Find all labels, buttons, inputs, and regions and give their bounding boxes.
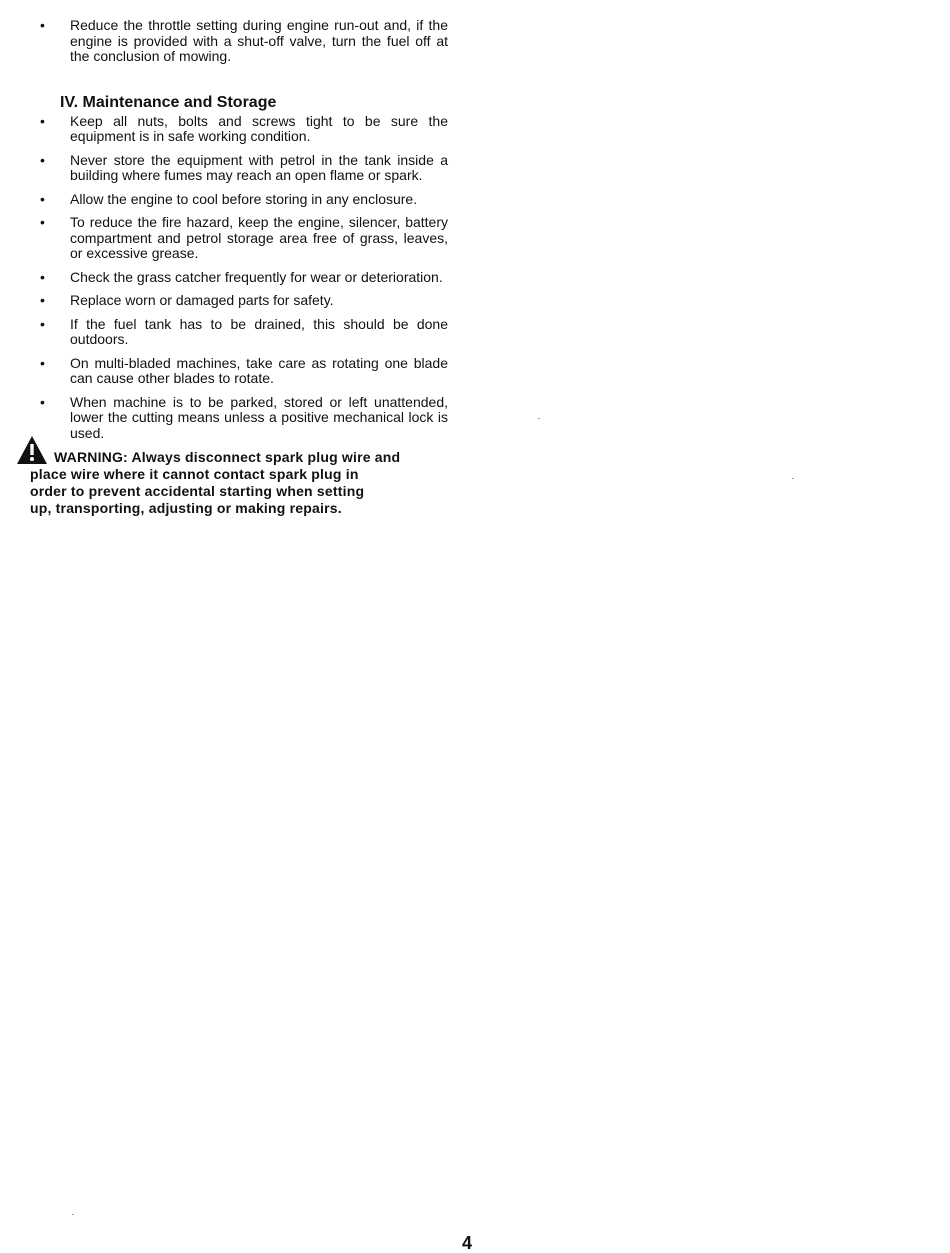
bullet-icon: •	[40, 268, 45, 285]
list-item	[40, 270, 448, 286]
warning-line: order to prevent accidental starting when setting	[30, 483, 365, 499]
bullet-text: Replace worn or damaged parts for safety.	[70, 292, 334, 308]
list-item	[40, 192, 448, 208]
top-bullet-list	[40, 18, 448, 65]
list-item	[40, 114, 448, 145]
bullet-text: On multi-bladed machines, take care as rotating one blade can cause other blades to rotate.	[70, 354, 448, 386]
bullet-text: If the fuel tank has to be drained, this should be done outdoors.	[70, 315, 448, 347]
list-item	[40, 18, 448, 65]
bullet-icon: •	[40, 354, 45, 371]
bullet-text: Check the grass catcher frequently for wear or deterioration.	[70, 268, 443, 285]
bullet-icon: •	[40, 112, 45, 129]
bullet-text: To reduce the fire hazard, keep the engine, silencer, battery compartment and petrol storage area free of grass, leaves, or excessive grease.	[70, 214, 448, 261]
bullet-text: Keep all nuts, bolts and screws tight to be sure the equipment is in safe working condition.	[70, 112, 448, 144]
text-column	[30, 17, 448, 517]
bullet-text: Allow the engine to cool before storing in any enclosure.	[70, 190, 418, 207]
scan-speck	[792, 478, 794, 479]
warning-block	[16, 449, 416, 517]
section-heading: IV. Maintenance and Storage	[60, 93, 277, 111]
page-number: 4	[462, 1233, 473, 1253]
bullet-icon: •	[40, 190, 45, 207]
maintenance-bullet-list	[40, 114, 448, 442]
bullet-icon: •	[40, 214, 45, 230]
bullet-text: Never store the equipment with petrol in the tank inside a building where fumes may reach an open flame or spark.	[70, 151, 448, 183]
warning-text	[16, 449, 416, 517]
bullet-icon: •	[40, 17, 45, 33]
list-item	[40, 293, 448, 309]
bullet-icon: •	[40, 292, 45, 308]
bullet-text: Reduce the throttle setting during engine run-out and, if the engine is provided with a shut-off valve, turn the fuel off at the conclusion of mowing.	[70, 17, 448, 64]
scan-speck	[72, 1214, 74, 1215]
scan-speck	[538, 418, 540, 419]
list-item	[40, 356, 448, 387]
list-item	[40, 317, 448, 348]
bullet-icon: •	[40, 315, 45, 332]
warning-triangle-icon	[16, 435, 48, 465]
bullet-icon: •	[40, 393, 45, 410]
bullet-icon: •	[40, 151, 45, 168]
list-item	[40, 153, 448, 184]
warning-line: WARNING: Always disconnect spark plug wire and	[54, 449, 401, 465]
list-item	[40, 215, 448, 262]
warning-line: up, transporting, adjusting or making repairs.	[30, 500, 342, 516]
list-item	[40, 395, 448, 442]
bullet-text: When machine is to be parked, stored or left unattended, lower the cutting means unless a positive mechanical lock is used.	[70, 393, 448, 441]
warning-line: place wire where it cannot contact spark plug in	[30, 466, 359, 482]
